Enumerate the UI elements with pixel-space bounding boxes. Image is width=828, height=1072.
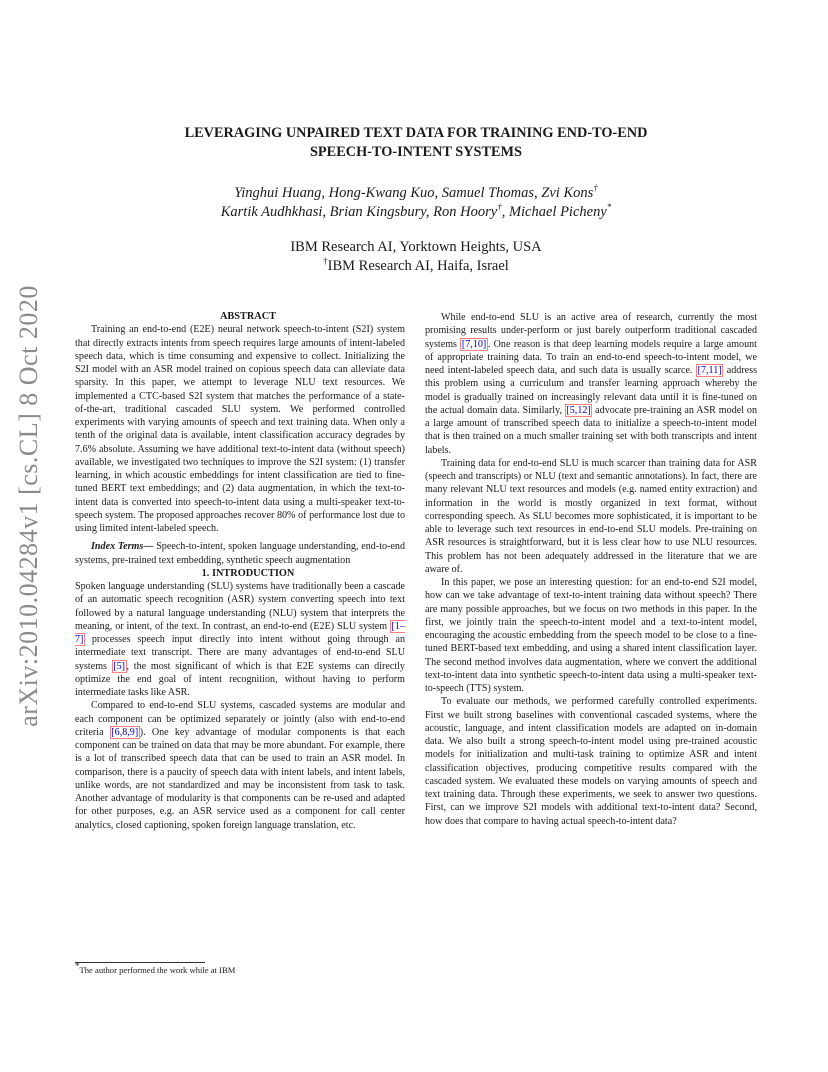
affiliation-line-2	[74, 257, 758, 276]
intro-paragraph-5: In this paper, we pose an interesting question: for an end-to-end S2I model, how can we take advantage of text-to-intent training data without speech? There are many possible approaches, but we focus on two methods in this paper. In the first, we jointly train the speech-to-intent model and a text-to-intent model, encouraging the acoustic embedding from the speech model to be close to a fine-tuned BERT-based text embedding, and using a shared intent classification layer. The second method involves data augmentation, where we convert the additional text-to-intent data into synthetic speech-to-intent data using a multi-speaker text-to-speech (TTS) system.	[425, 577, 757, 694]
dagger-mark: †	[323, 256, 328, 267]
author-line-1	[74, 184, 758, 203]
affiliation-haifa: IBM Research AI, Haifa, Israel	[327, 258, 509, 274]
intro-heading: 1. INTRODUCTION	[201, 567, 295, 579]
intro-paragraph-1: Spoken language understanding (SLU) systems have traditionally been a cascade of an automatic speech recognition (ASR) system converting speech into text followed by a natural language understanding (NLU) system that interprets the meaning, or intent, of the text. In contrast, an end-to-end (E2E) SLU system [1–7] processes speech input directly into intent without going through an intermediate text transcript. There are many advantages of end-to-end SLU systems [5] , the most significant of which is that E2E systems can directly optimize the end goal of intent recognition, without having to perform intermediate tasks like ASR.	[75, 581, 405, 698]
footnote-rule	[75, 962, 205, 963]
title-line-2: SPEECH-TO-INTENT SYSTEMS	[309, 144, 522, 160]
citation-link[interactable]: [7,11]	[697, 365, 722, 376]
left-column	[75, 310, 405, 832]
arxiv-stamp	[8, 285, 50, 727]
arxiv-stamp-text: arXiv:2010.04284v1 [cs.CL] 8 Oct 2020	[14, 285, 44, 727]
affiliation-line-1: IBM Research AI, Yorktown Heights, USA	[290, 239, 542, 255]
footnote-mark: *	[75, 961, 80, 972]
intro-paragraph-6: To evaluate our methods, we performed carefully controlled experiments. First we built strong baselines with conventional cascaded systems, where the acoustic, language, and intent classification models are adapted on in-domain data. We also built a strong speech-to-intent model using pre-trained acoustic models for initialization and multi-task training to optimize ASR and intent classification objectives, producing competitive results compared with the cascaded system. We evaluated these models on varying amounts of speech and text training data. Through these experiments, we seek to answer two questions. First, can we improve S2I models with additional text-to-intent data? Second, how does that compare to having actual speech-to-intent data?	[425, 696, 757, 827]
citation-link[interactable]: [5,12]	[566, 404, 591, 416]
paper-title	[74, 124, 758, 162]
intro-paragraph-3: While end-to-end SLU is an active area of research, currently the most promising results under-perform or just barely outperform traditional cascaded systems [7,10] . One reason is that deep learning models require a large amount of appropriate training data. To train an end-to-end speech-to-intent model, we need intent-labeled speech data, and such data is usually scarce. [7,11] address this problem using a curriculum and transfer learning approach whereby the model is gradually trained on increasingly relevant data until it is fine-tuned on the actual domain data. Similarly, [5,12] advocate pre-training an ASR model on a large amount of transcribed speech data to initialize a speech-to-intent model that is then trained on a much smaller training set with both transcripts and intent labels.	[425, 312, 758, 456]
citation-link[interactable]: [7,10]	[461, 338, 487, 350]
author-list	[74, 184, 758, 222]
footnote	[75, 961, 405, 976]
intro-paragraph-4: Training data for end-to-end SLU is much scarcer than training data for ASR (speech and transcripts) or NLU (text and semantic annotations). In fact, there are many relevant NLU text resources and models (e.g. named entity extraction) and information in the world is mostly organized in text format, without corresponding speech. As SLU becomes more sophisticated, it is important to be able to leverage such text resources in end-to-end SLU models. Pre-training on ASR resources is straightforward, but it is less clear how to use NLU resources. This problem has not been adequately addressed in the literature that we are aware of.	[425, 457, 757, 575]
author-names-2a: Kartik Audhkhasi, Brian Kingsbury, Ron Hoory	[220, 204, 498, 220]
index-terms	[75, 540, 405, 567]
right-column	[425, 311, 757, 828]
footnote-text: The author performed the work while at IBM	[79, 965, 236, 975]
author-names-1: Yinghui Huang, Hong-Kwang Kuo, Samuel Thomas, Zvi Kons	[234, 185, 594, 201]
asterisk-mark: *	[606, 202, 612, 213]
abstract-heading: ABSTRACT	[219, 311, 277, 322]
dagger-mark: †	[593, 183, 598, 194]
affiliations	[74, 238, 758, 276]
index-terms-text: Speech-to-intent, spoken language understanding, end-to-end systems, pre-trained text embedding, synthetic speech augmentation	[75, 541, 405, 566]
title-line-1: LEVERAGING UNPAIRED TEXT DATA FOR TRAINING END-TO-END	[184, 125, 648, 141]
author-names-2b: , Michael Picheny	[501, 204, 607, 220]
citation-link[interactable]: [6,8,9]	[111, 726, 139, 738]
author-line-2	[74, 203, 758, 222]
citation-link[interactable]: [5]	[113, 660, 125, 672]
index-terms-label: Index Terms—	[91, 541, 154, 553]
citation-link[interactable]: [1–7]	[75, 620, 405, 645]
intro-paragraph-2: Compared to end-to-end SLU systems, cascaded systems are modular and each component can be optimized separately or jointly (also with end-to-end criteria [6,8,9] ). One key advantage of modular components is that each component can be trained on data that may be more abundant. For example, there is a lot of transcribed speech data that can be used to train an ASR model. In comparison, there is a paucity of speech data with intent labels, and intent labels, unlike words, are not standardized and may be inconsistent from task to task. Another advantage of modularity is that components can be re-used and adapted for other purposes, e.g. an ASR service used as a component for call center analytics, closed captioning, spoken foreign language translation, etc.	[75, 700, 405, 831]
abstract-text: Training an end-to-end (E2E) neural network speech-to-intent (S2I) system that directly extracts intents from speech requires large amounts of intent-labeled speech data, which is time consuming and expensive to collect. Initializing the S2I model with an ASR model trained on copious speech data can alleviate data sparsity. In this paper, we attempt to leverage NLU text resources. We implemented a CTC-based S2I system that matches the performance of a state-of-the-art, traditional cascaded SLU system. We performed controlled experiments with varying amounts of speech and text training data. When only a tenth of the original data is available, intent classification accuracy degrades by 7.6% absolute. Assuming we have additional text-to-intent data (without speech) available, we investigated two techniques to improve the S2I system: (1) transfer learning, in which acoustic embeddings for intent classification are tied to fine-tuned BERT text embeddings; and (2) data augmentation, in which the text-to-intent data is converted into speech-to-intent data using a multi-speaker text-to-speech system. The proposed approaches recover 80% of performance lost due to using limited intent-labeled speech.	[75, 324, 405, 534]
dagger-mark: †	[497, 202, 502, 213]
